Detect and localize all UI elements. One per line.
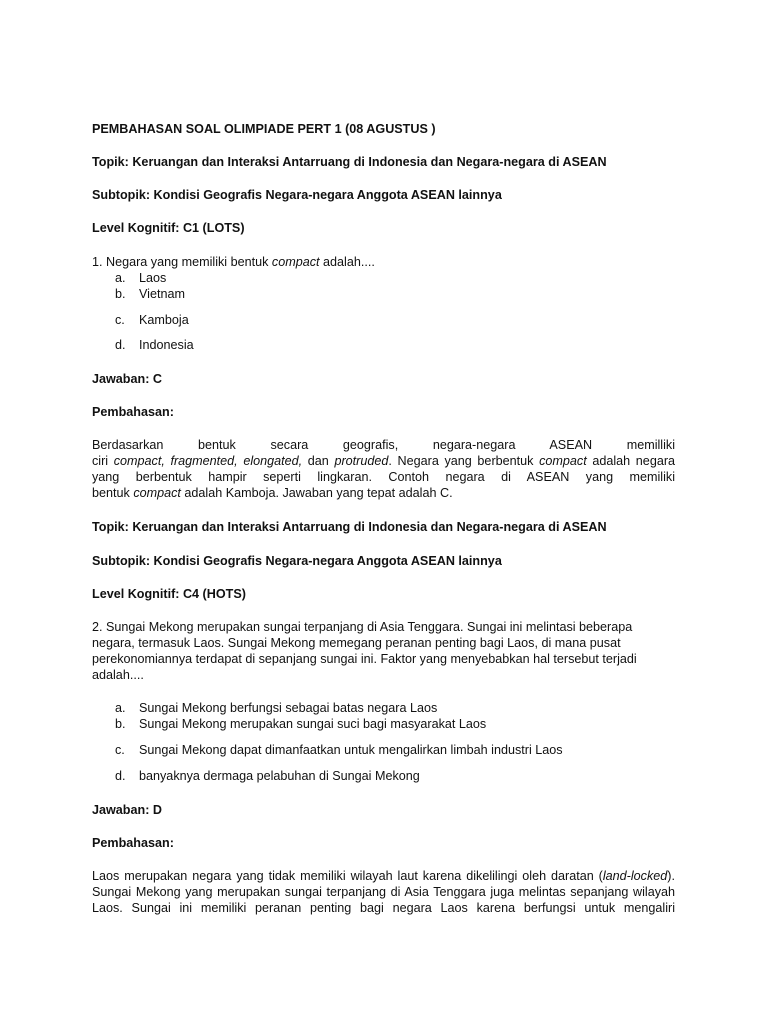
question-1-option-a: a. Laos — [115, 271, 167, 285]
subtopic-heading-1: Subtopik: Kondisi Geografis Negara-negara Anggota ASEAN lainnya — [92, 188, 502, 202]
question-1-stem: 1. Negara yang memiliki bentuk compact adalah.... — [92, 255, 375, 269]
answer-1: Jawaban: C — [92, 372, 162, 386]
subtopic-heading-2: Subtopik: Kondisi Geografis Negara-negara Anggota ASEAN lainnya — [92, 554, 502, 568]
cognitive-level-1: Level Kognitif: C1 (LOTS) — [92, 221, 245, 235]
discussion-label-2: Pembahasan: — [92, 836, 174, 850]
question-2-option-d: d. banyaknya dermaga pelabuhan di Sungai Mekong — [115, 769, 420, 783]
question-2-stem: 2. Sungai Mekong merupakan sungai terpanjang di Asia Tenggara. Sungai ini melintasi beberapa negara, termasuk Laos. Sungai Mekong memegang peranan penting bagi Laos, di mana pusat perekonomiannya terdapat di sepanjang sungai ini. Faktor yang menyebabkan hal tersebut terjadi adalah.... — [92, 620, 637, 682]
discussion-1-paragraph: Berdasarkan bentuk secara geografis, negara-negara ASEAN memilliki ciri compact, fragmented, elongated, dan protruded. Negara yang berbentuk compact adalah negara yang berbentuk hampir seperti lingkaran. Contoh negara di ASEAN yang memiliki bentuk compact adalah Kamboja. Jawaban yang tepat adalah C. — [92, 438, 676, 500]
question-1-option-c: c. Kamboja — [115, 313, 189, 327]
discussion-2-paragraph: Laos merupakan negara yang tidak memiliki wilayah laut karena dikelilingi oleh daratan (land-locked). Sungai Mekong yang merupakan sungai terpanjang di Asia Tenggara juga melintas sepanjang wilayah Laos. Sungai ini memiliki peranan penting bagi negara Laos karena berfungsi untuk mengaliri — [92, 869, 675, 915]
question-2-option-a: a. Sungai Mekong berfungsi sebagai batas negara Laos — [115, 701, 438, 715]
question-1-option-b: b. Vietnam — [115, 287, 185, 301]
topic-heading-2: Topik: Keruangan dan Interaksi Antarruang di Indonesia dan Negara-negara di ASEAN — [92, 520, 607, 534]
discussion-label-1: Pembahasan: — [92, 405, 174, 419]
cognitive-level-2: Level Kognitif: C4 (HOTS) — [92, 587, 246, 601]
question-2-option-b: b. Sungai Mekong merupakan sungai suci bagi masyarakat Laos — [115, 717, 487, 731]
topic-heading-1: Topik: Keruangan dan Interaksi Antarruang di Indonesia dan Negara-negara di ASEAN — [92, 155, 607, 169]
question-2-option-c: c. Sungai Mekong dapat dimanfaatkan untuk mengalirkan limbah industri Laos — [115, 743, 563, 757]
answer-2: Jawaban: D — [92, 803, 162, 817]
question-1-option-d: d. Indonesia — [115, 338, 194, 352]
document-title: PEMBAHASAN SOAL OLIMPIADE PERT 1 (08 AGUSTUS ) — [92, 122, 436, 136]
